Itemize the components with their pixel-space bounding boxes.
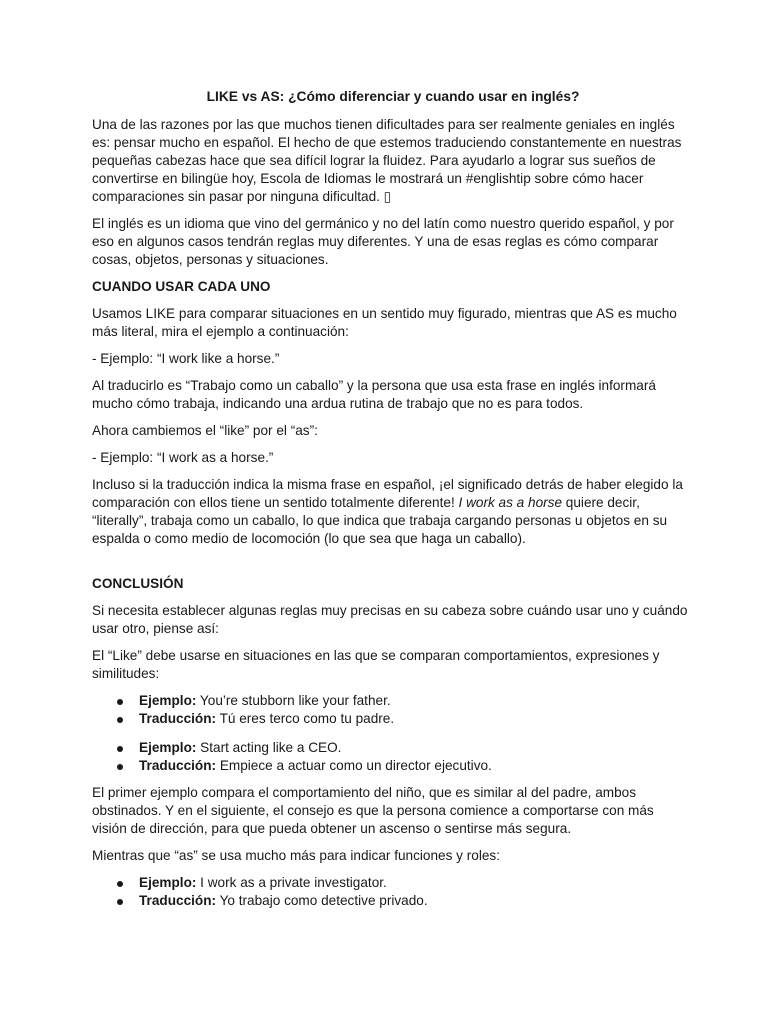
list-item-text: Empiece a actuar como un director ejecutivo. <box>216 758 492 773</box>
list-item <box>92 739 688 757</box>
list-item-label: Ejemplo: <box>139 693 197 708</box>
conclusion-paragraph-4: Mientras que “as” se usa mucho más para indicar funciones y roles: <box>92 848 500 863</box>
list-item-label: Ejemplo: <box>139 740 197 755</box>
example-like-horse: - Ejemplo: “I work like a horse.” <box>92 351 280 366</box>
list-item <box>92 757 688 775</box>
intro-paragraph-1: Una de las razones por las que muchos tienen dificultades para ser realmente geniales en inglés es: pensar mucho en español. El hecho de que estemos traduciendo constantemente en nuestras pequeñas cabezas hace que sea difícil lograr la fluidez. Para ayudarlo a lograr sus sueños de convertirse en bilingüe hoy, Escola de Idiomas le mostrará un #englishtip sobre cómo hacer comparaciones sin pasar por ninguna dificultad. ▯ <box>92 117 682 204</box>
like-example-list-2 <box>92 739 688 775</box>
list-item-text: I work as a private investigator. <box>196 875 387 890</box>
list-item <box>92 874 688 892</box>
list-item <box>92 892 688 910</box>
section-heading-cuando-usar: CUANDO USAR CADA UNO <box>92 279 271 294</box>
list-item-text: You’re stubborn like your father. <box>196 693 391 708</box>
paragraph-4-text-a: Incluso si la traducción indica la misma frase en español, ¡el significado detrás de haber elegido la comparación con ellos tiene un sentido totalmente diferente! <box>92 477 683 510</box>
section-1-paragraph-1: Usamos LIKE para comparar situaciones en un sentido muy figurado, mientras que AS es mucho más literal, mira el ejemplo a continuación: <box>92 306 677 339</box>
paragraph-4-italic-phrase: I work as a horse <box>458 495 563 510</box>
section-spacer <box>92 557 688 575</box>
intro-paragraph-2: El inglés es un idioma que vino del germánico y no del latín como nuestro querido español, y por eso en algunos casos tendrán reglas muy diferentes. Y una de esas reglas es cómo comparar cosas, objetos, personas y situaciones. <box>92 216 674 267</box>
paragraph-4-text-b: quiere decir, “literally”, trabaja como un caballo, lo que indica que trabaja cargando personas u objetos en su espalda o como medio de locomoción (lo que sea que haga un caballo). <box>92 495 668 546</box>
section-1-paragraph-2: Al traducirlo es “Trabajo como un caballo” y la persona que usa esta frase en inglés informará mucho cómo trabaja, indicando una ardua rutina de trabajo que no es para todos. <box>92 378 656 411</box>
list-item-label: Traducción: <box>139 758 217 773</box>
conclusion-paragraph-2: El “Like” debe usarse en situaciones en las que se comparan comportamientos, expresiones y similitudes: <box>92 648 660 681</box>
list-item-label: Ejemplo: <box>139 875 197 890</box>
list-item-text: Yo trabajo como detective privado. <box>216 893 428 908</box>
list-item-text: Tú eres terco como tu padre. <box>216 711 395 726</box>
conclusion-paragraph-3: El primer ejemplo compara el comportamiento del niño, que es similar al del padre, ambos obstinados. Y en el siguiente, el consejo es que la persona comience a comportarse con más visión de dirección, para que pueda obtener un ascenso o sentirse más segura. <box>92 785 654 836</box>
section-heading-conclusion: CONCLUSIÓN <box>92 576 184 591</box>
list-item-label: Traducción: <box>139 711 217 726</box>
list-item-label: Traducción: <box>139 893 217 908</box>
section-1-paragraph-3: Ahora cambiemos el “like” por el “as”: <box>92 423 318 438</box>
list-item <box>92 710 688 728</box>
like-example-list-1 <box>92 692 688 728</box>
conclusion-paragraph-1: Si necesita establecer algunas reglas muy precisas en su cabeza sobre cuándo usar uno y cuándo usar otro, piense así: <box>92 603 688 636</box>
list-item-text: Start acting like a CEO. <box>196 740 342 755</box>
example-as-horse: - Ejemplo: “I work as a horse.” <box>92 450 274 465</box>
page-title: LIKE vs AS: ¿Cómo diferenciar y cuando usar en inglés? <box>206 89 580 104</box>
list-item <box>92 692 688 710</box>
as-example-list <box>92 874 688 910</box>
section-1-paragraph-4 <box>92 476 688 548</box>
